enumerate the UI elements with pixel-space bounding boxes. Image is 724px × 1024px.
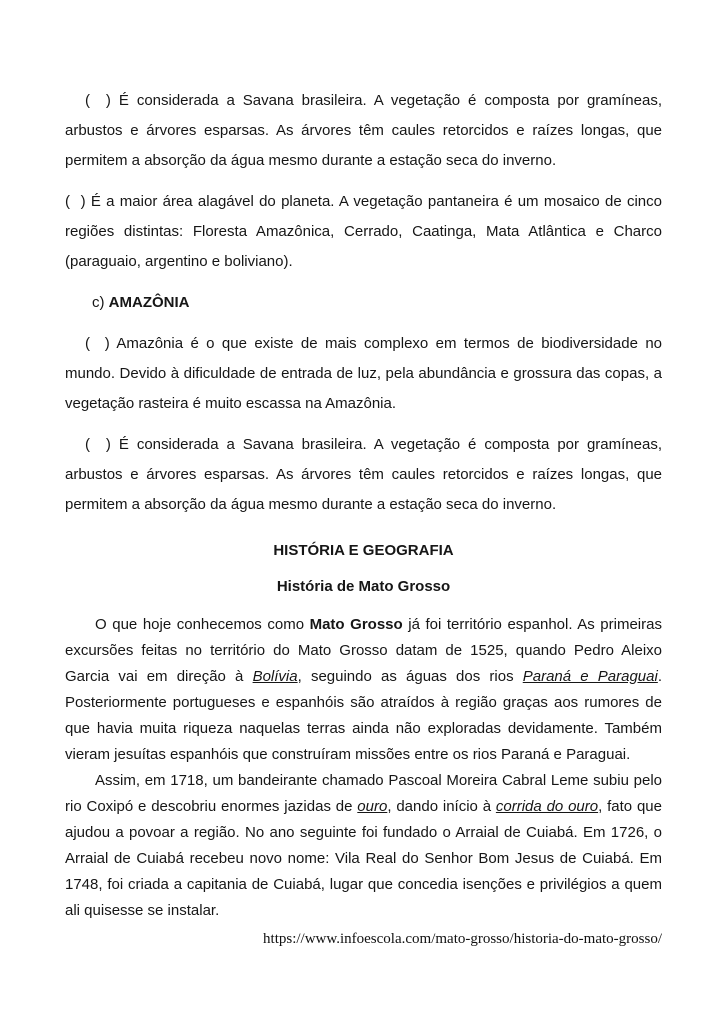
run-text: , seguindo as águas dos rios xyxy=(297,668,523,685)
term-ouro: ouro xyxy=(357,798,388,815)
run-text: , fato que ajudou a povoar a região. No ano seguinte foi fundado o Arraial de Cuiabá. Em 1726, o Arraial de Cuiabá recebeu novo nome: Vila Real do Senhor Bom Jesus de Cuiabá. Em 1748, foi criada a capitania de Cuiabá, lugar que concedia isenções e privilégios a quem ali quisesse se instalar. xyxy=(65,798,662,919)
heading-amazonia xyxy=(65,288,662,318)
run-text: Assim, em 1718, um bandeirante chamado Pascoal Moreira Cabral Leme subiu pelo rio Coxipó e descobriu enormes jazidas de xyxy=(65,772,662,815)
section-heading: HISTÓRIA E GEOGRAFIA xyxy=(273,542,454,559)
term-parana-paraguai: Paraná e Paraguai xyxy=(522,668,658,685)
checklist-item-pantanal xyxy=(65,187,662,277)
term-corrida-do-ouro: corrida do ouro xyxy=(495,798,599,815)
bold-mato-grosso: Mato Grosso xyxy=(309,616,403,633)
history-paragraph-1 xyxy=(65,612,662,768)
answer-blank: ( ) xyxy=(85,436,111,453)
checklist-item-savana-1 xyxy=(65,86,662,176)
answer-blank: ( ) xyxy=(85,335,110,352)
run-text: O que hoje conhecemos como xyxy=(95,616,310,633)
answer-blank: ( ) xyxy=(85,92,111,109)
subsection-heading: História de Mato Grosso xyxy=(276,578,451,595)
run-text: , dando início à xyxy=(387,798,496,815)
checklist-item-savana-1-text: É considerada a Savana brasileira. A vegetação é composta por gramíneas, arbustos e árvores esparsas. As árvores têm caules retorcidos e raízes longas, que permitem a absorção da água mesmo durante a estação seca do inverno. xyxy=(65,92,662,169)
checklist-item-amazonia xyxy=(65,329,662,419)
checklist-item-savana-repeat xyxy=(65,430,662,520)
term-bolivia: Bolívia xyxy=(252,668,298,685)
heading-amazonia-prefix: c) xyxy=(92,294,109,311)
run-text: já foi território espanhol. As primeiras excursões feitas no território do Mato Grosso datam de 1525, quando Pedro Aleixo Garcia vai em direção à xyxy=(65,616,662,685)
run-text: . Posteriormente portugueses e espanhóis são atraídos à região graças aos rumores de que havia muita riqueza naquelas terras ainda não exploradas devidamente. Também vieram jesuítas espanhóis que construíram missões entre os rios Paraná e Paraguai. xyxy=(65,668,662,763)
checklist-item-amazonia-text: Amazônia é o que existe de mais complexo em termos de biodiversidade no mundo. Devido à dificuldade de entrada de luz, pela abundância e grossura das copas, a vegetação rasteira é muito escassa na Amazônia. xyxy=(65,335,662,412)
source-url: https://www.infoescola.com/mato-grosso/historia-do-mato-grosso/ xyxy=(263,931,662,947)
history-paragraph-2 xyxy=(65,768,662,924)
checklist-item-savana-repeat-text: É considerada a Savana brasileira. A vegetação é composta por gramíneas, arbustos e árvores esparsas. As árvores têm caules retorcidos e raízes longas, que permitem a absorção da água mesmo durante a estação seca do inverno. xyxy=(65,436,662,513)
checklist-item-pantanal-text: É a maior área alagável do planeta. A vegetação pantaneira é um mosaico de cinco regiões distintas: Floresta Amazônica, Cerrado, Caatinga, Mata Atlântica e Charco (paraguaio, argentino e boliviano). xyxy=(65,193,662,270)
heading-amazonia-title: AMAZÔNIA xyxy=(108,294,190,311)
answer-blank: ( ) xyxy=(65,193,86,210)
